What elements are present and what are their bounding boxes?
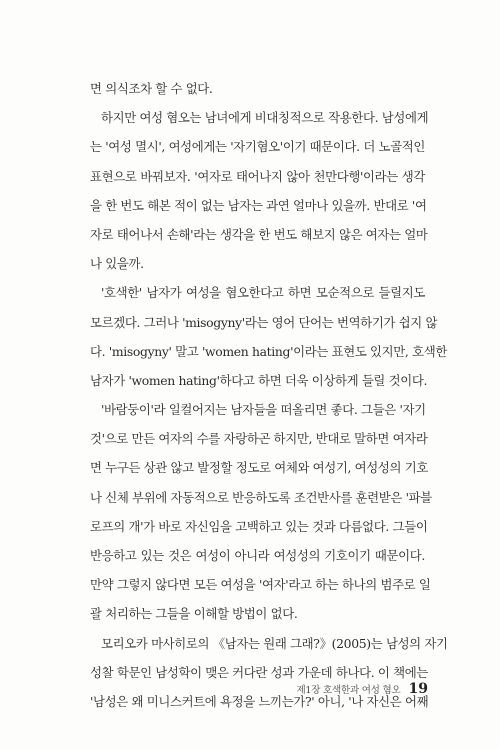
text-line: 것'으로 만든 여자의 수를 자랑하곤 하지만, 반대로 말하면 여자라 [90, 431, 428, 447]
text-line: 만약 그렇지 않다면 모든 여성을 '여자'라고 하는 하나의 범주로 일 [90, 577, 431, 593]
paragraph [90, 103, 429, 278]
page-footer [296, 681, 428, 697]
text-line: 나 있을까. [90, 256, 144, 272]
text-line: 성찰 학문인 남성학이 맺은 커다란 성과 가운데 하나다. 이 책에는 [90, 664, 428, 680]
text-line: '바람둥이'라 일컬어지는 남자들을 떠올리면 좋다. 그들은 '자기 [101, 402, 426, 418]
running-head: 제1장 호색한과 여성 혐오 [296, 685, 401, 696]
text-line: '남성은 왜 미니스커트에 욕정을 느끼는가?' 아니, '나 자신은 어째 [90, 693, 429, 709]
text-line: 모르겠다. 그러나 'misogyny'라는 영어 단어는 번역하기가 쉽지 않 [90, 314, 438, 330]
page-number: 19 [408, 681, 428, 697]
paragraph [90, 74, 425, 103]
paragraph [90, 629, 448, 717]
text-line: 남자가 'women hating'하다고 하면 더욱 이상하게 들릴 것이다. [90, 372, 428, 388]
text-line: 자로 태어나서 손해'라는 생각을 한 번도 해보지 않은 여자는 얼마 [90, 226, 428, 242]
text-line: 면 의식조차 할 수 없다. [90, 81, 213, 96]
text-line: 나 신체 부위에 자동적으로 반응하도록 조건반사를 훈련받은 '파블 [90, 489, 432, 505]
text-line: 반응하고 있는 것은 여성이 아니라 여성성의 기호이기 때문이다. [90, 548, 425, 563]
paragraph [90, 278, 447, 395]
text-line: 표현으로 바꿔보자. '여자로 태어나지 않아 천만다행'이라는 생각 [90, 168, 425, 184]
text-line: 하지만 여성 혐오는 남녀에게 비대칭적으로 작용한다. 남성에게 [101, 110, 429, 126]
text-line: 는 '여성 멸시', 여성에게는 '자기혐오'이기 때문이다. 더 노골적인 [90, 139, 426, 155]
text-line: 모리오카 마사히로의 《남자는 원래 그래?》(2005)는 남성의 자기 [101, 635, 448, 651]
text-line: 괄 처리하는 그들을 이해할 방법이 없다. [90, 606, 298, 622]
body-text [90, 74, 448, 716]
paragraph [90, 395, 432, 629]
text-line: 면 누구든 상관 않고 발정할 정도로 여체와 여성기, 여성성의 기호 [90, 460, 428, 476]
text-line: 다. 'misogyny' 말고 'women hating'이라는 표현도 있지만, 호색한 [90, 343, 447, 359]
text-line: 로프의 개'가 바로 자신임을 고백하고 있는 것과 다름없다. 그들이 [90, 518, 428, 534]
text-line: 을 한 번도 해본 적이 없는 남자는 과연 얼마나 있을까. 반대로 '여 [90, 197, 427, 213]
text-line: '호색한' 남자가 여성을 혐오한다고 하면 모순적으로 들릴지도 [101, 285, 425, 301]
